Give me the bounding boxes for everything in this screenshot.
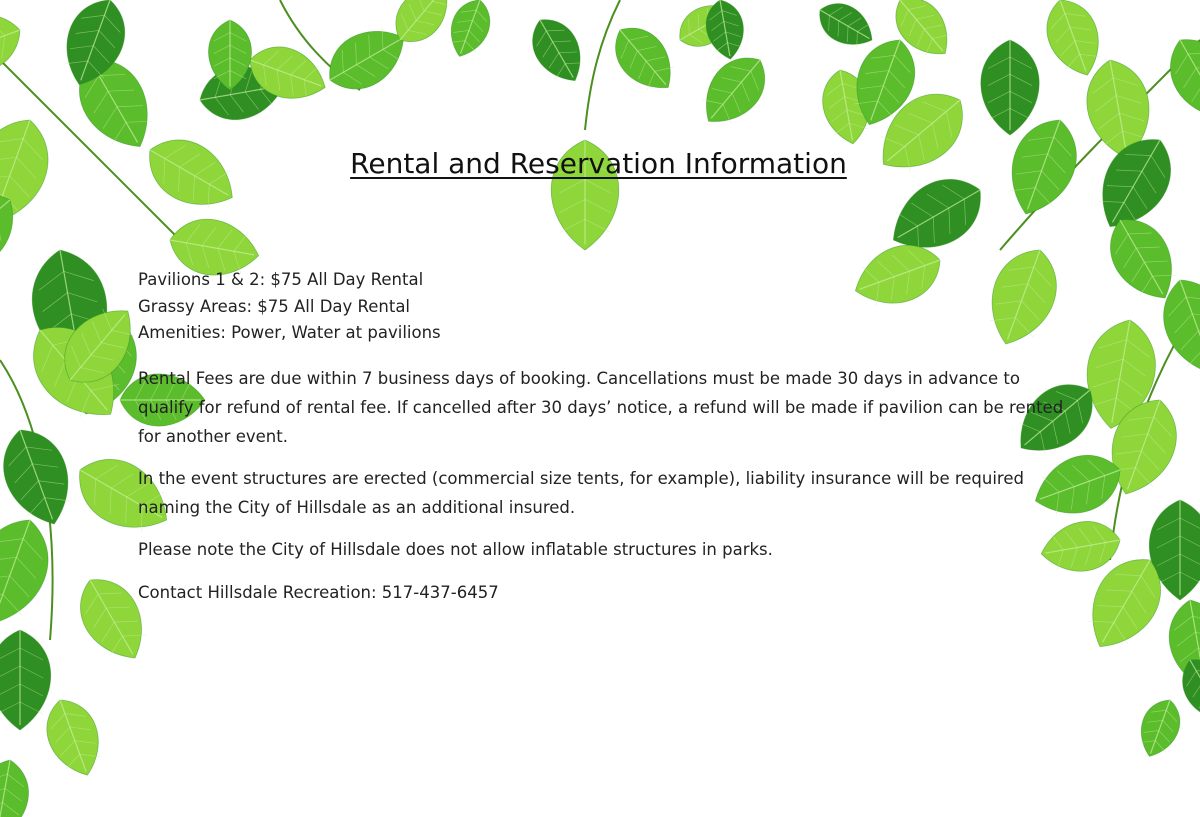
rental-facts	[138, 267, 1068, 347]
leaf-shape	[37, 692, 111, 784]
page-title: Rental and Reservation Information	[350, 147, 847, 180]
leaf-shape	[981, 40, 1039, 135]
leaf-shape	[0, 419, 83, 534]
leaf-shape	[690, 44, 779, 137]
fact-grassy-areas: Grassy Areas: $75 All Day Rental	[138, 296, 411, 316]
fact-amenities: Amenities: Power, Water at pavilions	[138, 323, 441, 342]
leaf-shape	[811, 0, 881, 56]
leaf-stem	[585, 0, 620, 130]
fact-pavilions: Pavilions 1 & 2: $75 All Day Rental	[138, 270, 424, 289]
leaf-shape	[0, 630, 51, 730]
paragraph-insurance: In the event structures are erected (commercial size tents, for example), liability insurance will be required naming the City of Hillsdale as an additional insured.	[138, 468, 1024, 517]
leaf-shape	[1132, 694, 1187, 763]
paragraph-rental-fees: Rental Fees are due within 7 business days of booking. Cancellations must be made 30 days in advance to qualify for refund of rental fee. If cancelled after 30 days’ notice, a refund will be made if pavilion can be rented for another event.	[138, 368, 1064, 446]
leaf-shape	[0, 756, 34, 817]
document-body	[138, 267, 1068, 607]
leaf-shape	[1156, 26, 1200, 132]
leaf-shape	[521, 9, 593, 91]
paragraph-contact: Contact Hillsdale Recreation: 517-437-6457	[138, 582, 499, 602]
leaf-shape	[602, 15, 686, 102]
paragraph-inflatables: Please note the City of Hillsdale does not allow inflatable structures in parks.	[138, 539, 773, 559]
leaf-shape	[442, 0, 497, 63]
